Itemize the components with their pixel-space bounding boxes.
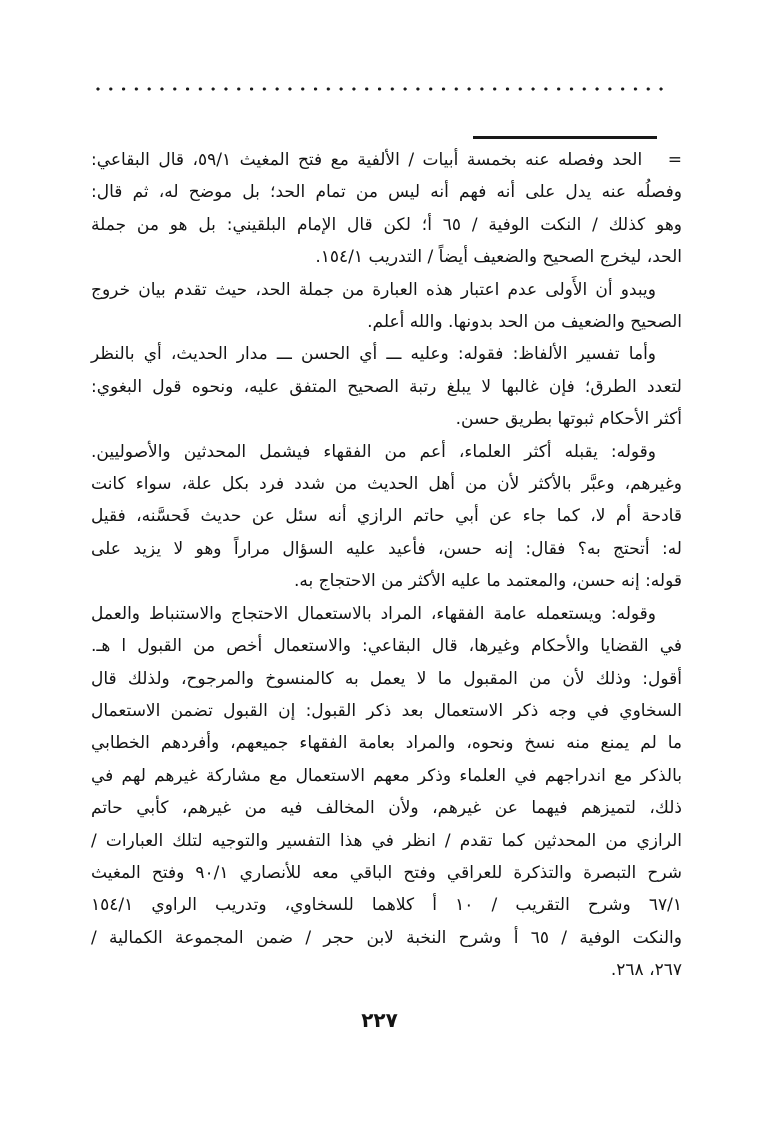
footnote-paragraph [91,338,682,435]
footnote-line: ٢٦٧، ٢٦٨. [610,960,682,981]
footnote-line: قادحة أم لا، كما جاء عن أبي حاتم الرازي أنه سئل عن حديث فَحسَّنه، فقيل [91,506,682,527]
footnote-line: ٦٧/١ وشرح التقريب / ١٠ أ كلاهما للسخاوي، وتدريب الراوي ١٥٤/١ [91,895,682,916]
footnote-line: وقوله: يقبله أكثر العلماء، أعم من الفقهاء فيشمل المحدثين والأصوليين. [91,441,656,462]
footnote-line: ذلك، لتميزهم فيهما عن غيرهم، ولأن المخالف فيه من غيرهم، كأبي حاتم [91,798,682,819]
footnote-line: وفصلُه عنه يدل على أنه فهم أنه ليس من تمام الحد؛ بل موضح له، ثم قال: [91,182,682,203]
footnote-line: وغيرهم، وعبَّر بالأكثر لأن من أهل الحديث من شدد فرد بكل علة، سواء كانت [91,474,682,495]
footnote-line: أقول: وذلك لأن من المقبول ما لا يعمل به كالمنسوخ والمرجوح، ولذلك قال [91,668,682,689]
footnote-line: الرازي من المحدثين كما تقدم / انظر في هذا التفسير والتوجيه لتلك العبارات / [91,830,682,851]
footnote-line: في القضايا والأحكام وغيرها، قال البقاعي: والاستعمال أخص من القبول ا هـ. [91,636,682,657]
footnote-line: ويبدو أن الأَولى عدم اعتبار هذه العبارة من جملة الحد، حيث تقدم بيان خروج [91,279,656,300]
footnote-line: وأما تفسير الألفاظ: فقوله: وعليه ـــ أي الحسن ـــ مدار الحديث، أي بالنظر [91,344,656,365]
footnote-paragraph [91,663,682,987]
footnote-line: له: أتحتج به؟ فقال: إنه حسن، فأعيد عليه السؤال مراراً وهو لا يزيد على [91,538,682,559]
footnote-paragraph [91,436,682,598]
footnote-line: ما لم يمنع منه نسخ ونحوه، والمراد بعامة الفقهاء جميعهم، وأفردهم الخطابي [91,733,682,754]
footnote-line: الحد، ليخرج الصحيح والضعيف أيضاً / التدريب ١٥٤/١. [315,247,682,268]
page-number: ٢٢٧ [361,1008,398,1032]
footnote-line: شرح التبصرة والتذكرة للعراقي وفتح الباقي معه للأنصاري ٩٠/١ وفتح المغيث [91,862,682,883]
footnote-paragraph [91,274,682,339]
footnote-line: والنكت الوفية / ٦٥ أ وشرح النخبة لابن حجر / ضمن المجموعة الكمالية / [91,927,682,948]
footnote-line: = الحد وفصله عنه بخمسة أبيات / الألفية مع فتح المغيث ٥٩/١، قال البقاعي: [91,150,682,170]
footnote-line: وقوله: ويستعمله عامة الفقهاء، المراد بالاستعمال الاحتجاج والاستنباط والعمل [91,603,656,624]
elision-dots-line [94,85,670,93]
footnote-line: وهو كذلك / النكت الوفية / ٦٥ أ؛ لكن قال الإمام البلقيني: بل هو من جملة [91,214,682,235]
footnote-paragraph [91,598,682,663]
footnote-line: أكثر الأحكام ثبوتها بطريق حسن. [455,409,682,430]
footnote-line: الصحيح والضعيف من الحد بدونها. والله أعلم. [367,312,682,333]
footnote-line: السخاوي في وجه ذكر الاستعمال بعد ذكر القبول: إن القبول تضمن الاستعمال [91,700,682,721]
footnote-line: بالذكر مع اندراجهم في العلماء وذكر معهم الاستعمال مع مشاركة غيرهم لهم في [91,765,682,786]
footnote-separator-rule [473,136,657,139]
footnote-text-block [91,144,682,987]
footnote-paragraph [91,144,682,274]
footnote-line: لتعدد الطرق؛ فإن غالبها لا يبلغ رتبة الصحيح المتفق عليه، ونحوه قول البغوي: [91,376,682,397]
footnote-line: قوله: إنه حسن، والمعتمد ما عليه الأكثر من الاحتجاج به. [293,571,682,592]
